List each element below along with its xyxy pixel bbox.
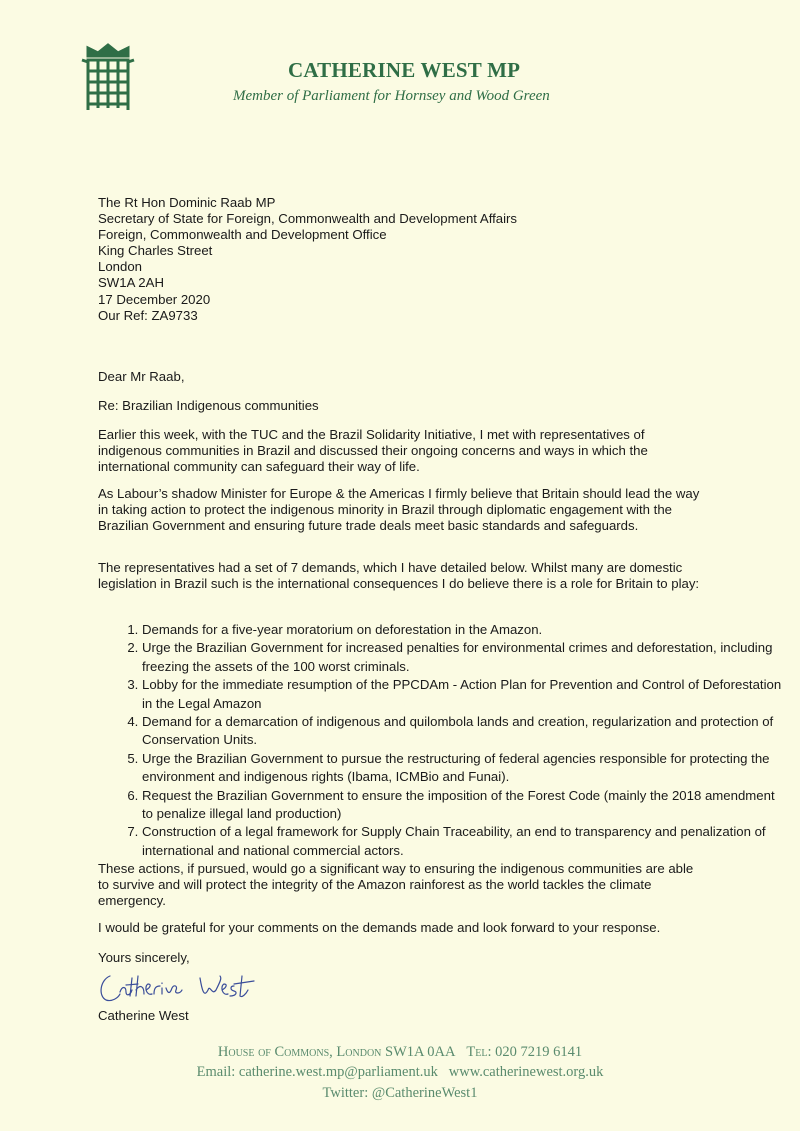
paragraph-demands-intro: The representatives had a set of 7 demands, which I have detailed below. Whilst many are domestic legislation in Brazil such is the international consequences I do believe there is a role for Britain to play: [98, 560, 700, 591]
footer-address: House of Commons, London SW1A 0AA [217, 1044, 456, 1060]
demands-list [98, 621, 782, 860]
recipient-address [98, 195, 517, 291]
list-item: 1. Demands for a five-year moratorium on deforestation in the Amazon. [142, 621, 782, 639]
letter-meta [98, 292, 210, 324]
paragraph-position: As Labour’s shadow Minister for Europe & the Americas I firmly believe that Britain should lead the way in taking action to protect the indigenous minority in Brazil through diplomatic engagement with the Brazilian Government and ensuring future trade deals meet basic standards and safeguards. [98, 486, 700, 533]
signature [96, 968, 266, 1008]
footer-twitter: Twitter: @CatherineWest1 [322, 1085, 478, 1101]
address-line: Foreign, Commonwealth and Development Office [98, 227, 387, 242]
address-line: Secretary of State for Foreign, Commonwealth and Development Affairs [98, 211, 518, 226]
letter-reference: Our Ref: ZA9733 [98, 308, 198, 323]
subject-line: Re: Brazilian Indigenous communities [98, 398, 319, 413]
footer-website: www.catherinewest.org.uk [448, 1064, 604, 1080]
salutation: Dear Mr Raab, [98, 369, 185, 384]
footer-contact-line [0, 1044, 800, 1061]
address-line: The Rt Hon Dominic Raab MP [98, 195, 276, 210]
list-item: 7. Construction of a legal framework for Supply Chain Traceability, an end to transparency and penalization of international and national commercial actors. [142, 823, 782, 860]
signatory-name: Catherine West [98, 1008, 189, 1023]
footer-email: Email: catherine.west.mp@parliament.uk [196, 1064, 438, 1080]
paragraph-conclusion: These actions, if pursued, would go a significant way to ensuring the indigenous communities are able to survive and will protect the integrity of the Amazon rainforest as the world tackles the climate emergency. [98, 861, 694, 908]
address-line: London [98, 259, 143, 274]
paragraph-intro: Earlier this week, with the TUC and the Brazil Solidarity Initiative, I met with representatives of indigenous communities in Brazil and discussed their ongoing concerns and ways in which the international community can safeguard their way of life. [98, 427, 648, 474]
list-item: 5. Urge the Brazilian Government to pursue the restructuring of federal agencies responsible for protecting the environment and indigenous rights (Ibama, ICMBio and Funai). [142, 750, 782, 787]
mp-name-heading: CATHERINE WEST MP [288, 58, 521, 82]
list-item: 3. Lobby for the immediate resumption of the PPCDAm - Action Plan for Prevention and Control of Deforestation in the Legal Amazon [142, 676, 782, 713]
mp-constituency-title: Member of Parliament for Hornsey and Wood Green [233, 88, 550, 104]
list-item: 2. Urge the Brazilian Government for increased penalties for environmental crimes and deforestation, including freezing the assets of the 100 worst criminals. [142, 639, 782, 676]
footer-telephone: Tel: 020 7219 6141 [466, 1044, 583, 1060]
letter-date: 17 December 2020 [98, 292, 211, 307]
list-item: 4. Demand for a demarcation of indigenous and quilombola lands and creation, regularization and protection of Conservation Units. [142, 713, 782, 750]
address-line: King Charles Street [98, 243, 213, 258]
paragraph-request: I would be grateful for your comments on the demands made and look forward to your response. [98, 920, 661, 935]
address-line: SW1A 2AH [98, 275, 164, 290]
portcullis-icon [78, 42, 138, 114]
closing: Yours sincerely, [98, 950, 190, 965]
list-item: 6. Request the Brazilian Government to ensure the imposition of the Forest Code (mainly the 2018 amendment to penalize illegal land production) [142, 787, 782, 824]
footer-web-line [0, 1064, 800, 1081]
